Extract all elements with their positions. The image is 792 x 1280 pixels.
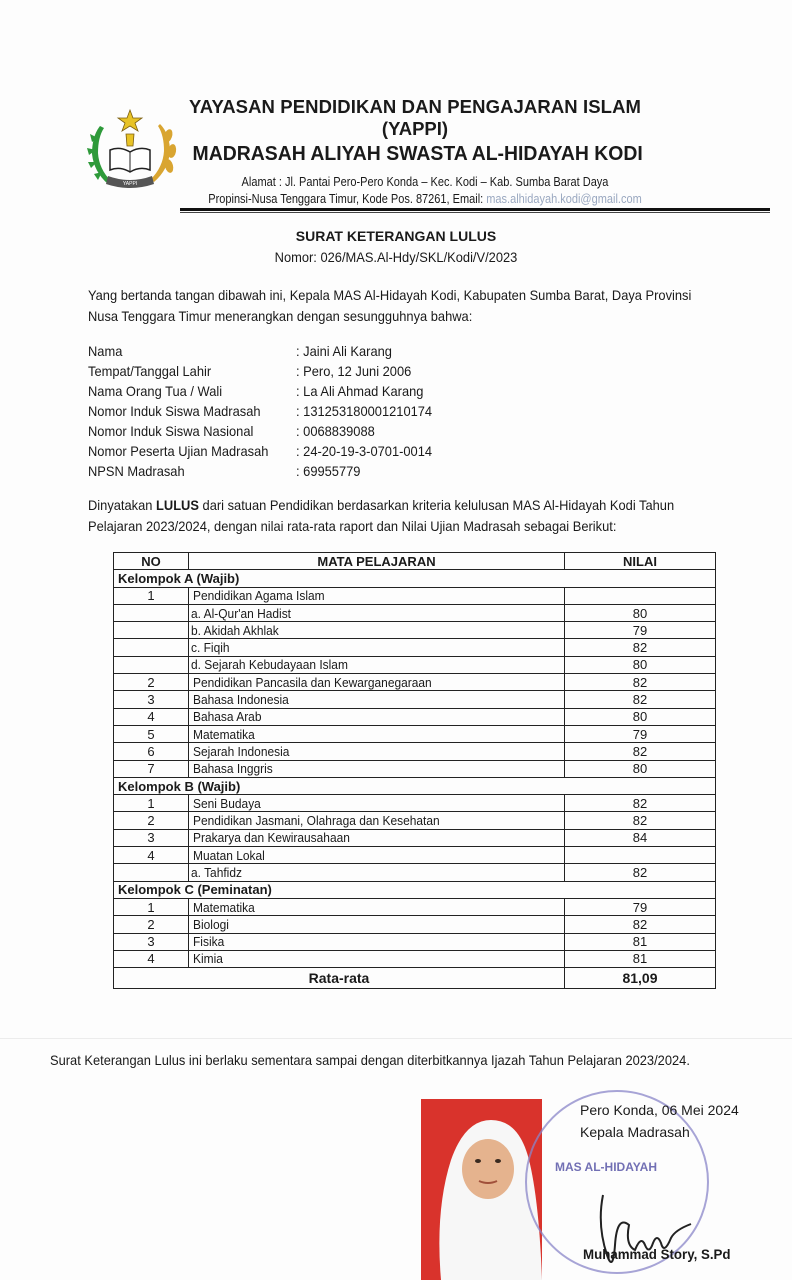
signer-name: Muhammad Story, S.Pd (583, 1246, 731, 1262)
row-subject (189, 829, 565, 846)
student-biodata (88, 341, 444, 481)
subject-text: Kimia (193, 951, 223, 967)
row-number: 3 (114, 829, 189, 846)
row-number: 1 (114, 795, 189, 812)
row-score: 82 (565, 812, 716, 829)
school-email: mas.alhidayah.kodi@gmail.com (486, 192, 642, 206)
row-number: 4 (114, 950, 189, 967)
intro-paragraph: Yang bertanda tangan dibawah ini, Kepala MAS Al-Hidayah Kodi, Kabupaten Sumba Barat, Daya Provinsi Nusa Tenggara Timur menerangkan dengan sesungguhnya bahwa: (88, 287, 692, 324)
row-score: 80 (565, 708, 716, 725)
subject-text: d. Sejarah Kebudayaan Islam (191, 657, 348, 673)
header-score: NILAI (565, 553, 716, 570)
table-row (114, 674, 716, 691)
row-subject (189, 656, 565, 673)
group-row (114, 881, 716, 898)
biodata-label: Tempat/Tanggal Lahir (88, 363, 212, 379)
table-row (114, 933, 716, 950)
average-value: 81,09 (565, 968, 716, 989)
row-subject (189, 916, 565, 933)
average-label: Rata-rata (114, 968, 565, 989)
row-subject (189, 725, 565, 742)
table-row (114, 847, 716, 864)
group-label: Kelompok A (Wajib) (114, 570, 716, 587)
biodata-row (88, 361, 444, 381)
biodata-label: NPSN Madrasah (88, 463, 185, 479)
table-row (114, 622, 716, 639)
subject-text: Muatan Lokal (193, 847, 265, 863)
row-number (114, 656, 189, 673)
biodata-value: : 131253180001210174 (296, 403, 433, 419)
row-number: 1 (114, 898, 189, 915)
row-subject (189, 864, 565, 881)
school-address-line2 (201, 192, 650, 206)
subject-text: Fisika (193, 934, 225, 950)
subject-text: a. Al-Qur'an Hadist (191, 605, 292, 621)
biodata-row (88, 341, 444, 361)
table-row (114, 760, 716, 777)
biodata-row (88, 401, 444, 421)
row-score: 79 (565, 898, 716, 915)
subject-text: Pendidikan Pancasila dan Kewarganegaraan (193, 674, 432, 690)
table-row (114, 604, 716, 621)
school-address: Alamat : Jl. Pantai Pero-Pero Konda – Kec. Kodi – Kab. Sumba Barat Daya (241, 175, 609, 189)
biodata-value: : 24-20-19-3-0701-0014 (296, 443, 433, 459)
biodata-row (88, 461, 444, 481)
subject-text: Pendidikan Agama Islam (193, 588, 325, 604)
row-score: 79 (565, 725, 716, 742)
table-row (114, 864, 716, 881)
row-score: 81 (565, 950, 716, 967)
row-subject (189, 812, 565, 829)
row-score: 82 (565, 795, 716, 812)
letterhead-divider-thin (180, 212, 770, 213)
student-photo-icon (421, 1099, 542, 1280)
biodata-value: : 0068839088 (296, 423, 375, 439)
document-title: SURAT KETERANGAN LULUS (295, 228, 497, 244)
row-number: 2 (114, 812, 189, 829)
biodata-value: : Pero, 12 Juni 2006 (296, 363, 412, 379)
subject-text: Bahasa Indonesia (193, 692, 289, 708)
row-number: 1 (114, 587, 189, 604)
table-row (114, 795, 716, 812)
declaration-suffix: dari satuan Pendidikan berdasarkan kriteria kelulusan MAS Al-Hidayah Kodi Tahun Pelajaran 2023/2024, dengan nilai rata-rata raport dan Nilai Ujian Madrasah sebagai Berikut: (88, 497, 675, 534)
table-row (114, 639, 716, 656)
row-number: 4 (114, 847, 189, 864)
group-label: Kelompok B (Wajib) (114, 777, 716, 794)
row-subject (189, 847, 565, 864)
average-row (114, 968, 716, 989)
row-subject (189, 898, 565, 915)
declaration-paragraph (88, 495, 723, 537)
row-score: 82 (565, 691, 716, 708)
table-row (114, 691, 716, 708)
biodata-label: Nama Orang Tua / Wali (88, 383, 223, 399)
group-row (114, 570, 716, 587)
row-number (114, 604, 189, 621)
foundation-name: YAYASAN PENDIDIKAN DAN PENGAJARAN ISLAM (188, 96, 642, 117)
subject-text: Seni Budaya (193, 795, 261, 811)
row-number (114, 639, 189, 656)
biodata-value: : La Ali Ahmad Karang (296, 383, 424, 399)
row-score: 80 (565, 656, 716, 673)
declaration-status: LULUS (156, 497, 199, 513)
row-score: 81 (565, 933, 716, 950)
row-subject (189, 933, 565, 950)
table-row (114, 916, 716, 933)
subject-text: Prakarya dan Kewirausahaan (193, 830, 350, 846)
row-number: 6 (114, 743, 189, 760)
row-subject (189, 743, 565, 760)
row-number (114, 864, 189, 881)
row-score: 84 (565, 829, 716, 846)
document-number: Nomor: 026/MAS.Al-Hdy/SKL/Kodi/V/2023 (274, 249, 518, 265)
letterhead-divider (180, 208, 770, 211)
row-score (565, 587, 716, 604)
scan-edge (0, 1038, 792, 1039)
table-row (114, 812, 716, 829)
row-number: 3 (114, 933, 189, 950)
signing-place-date: Pero Konda, 06 Mei 2024 (580, 1102, 739, 1118)
row-number: 7 (114, 760, 189, 777)
row-subject (189, 691, 565, 708)
subject-text: Matematika (193, 899, 255, 915)
row-subject (189, 795, 565, 812)
row-number: 3 (114, 691, 189, 708)
subject-text: b. Akidah Akhlak (191, 622, 279, 638)
stamp-text: MAS AL-HIDAYAH (555, 1160, 658, 1174)
biodata-label: Nama (88, 343, 123, 359)
biodata-label: Nomor Peserta Ujian Madrasah (88, 443, 269, 459)
address-prefix: Propinsi-Nusa Tenggara Timur, Kode Pos. 87261, Email: (208, 192, 487, 206)
row-number (114, 622, 189, 639)
grades-table (113, 552, 716, 989)
group-row (114, 777, 716, 794)
logo-label: YAPPI (122, 181, 138, 187)
row-score: 82 (565, 916, 716, 933)
signer-role: Kepala Madrasah (580, 1124, 690, 1140)
table-row (114, 656, 716, 673)
school-name: MADRASAH ALIYAH SWASTA AL-HIDAYAH KODI (192, 143, 643, 165)
table-row (114, 950, 716, 967)
row-score: 82 (565, 639, 716, 656)
row-subject (189, 950, 565, 967)
biodata-value: : 69955779 (296, 463, 361, 479)
row-subject (189, 587, 565, 604)
row-subject (189, 604, 565, 621)
row-score: 79 (565, 622, 716, 639)
biodata-label: Nomor Induk Siswa Nasional (88, 423, 254, 439)
header-subject: MATA PELAJARAN (189, 553, 565, 570)
row-subject (189, 674, 565, 691)
table-header-row (114, 553, 716, 570)
biodata-value: : Jaini Ali Karang (296, 343, 392, 359)
biodata-row (88, 421, 444, 441)
row-number: 4 (114, 708, 189, 725)
row-score: 82 (565, 674, 716, 691)
subject-text: Bahasa Arab (193, 709, 262, 725)
row-subject (189, 760, 565, 777)
group-label: Kelompok C (Peminatan) (114, 881, 716, 898)
table-row (114, 829, 716, 846)
row-score (565, 847, 716, 864)
header-no: NO (114, 553, 189, 570)
table-row (114, 708, 716, 725)
row-subject (189, 708, 565, 725)
row-score: 80 (565, 760, 716, 777)
row-score: 80 (565, 604, 716, 621)
declaration-prefix: Dinyatakan (88, 497, 157, 513)
subject-text: Sejarah Indonesia (193, 743, 290, 759)
row-subject (189, 622, 565, 639)
table-row (114, 587, 716, 604)
subject-text: Matematika (193, 726, 255, 742)
row-number: 5 (114, 725, 189, 742)
table-row (114, 743, 716, 760)
biodata-label: Nomor Induk Siswa Madrasah (88, 403, 261, 419)
yappi-logo-icon (82, 106, 182, 196)
subject-text: c. Fiqih (191, 640, 230, 656)
subject-text: Pendidikan Jasmani, Olahraga dan Kesehatan (193, 813, 440, 829)
row-number: 2 (114, 916, 189, 933)
subject-text: Bahasa Inggris (193, 761, 273, 777)
row-score: 82 (565, 864, 716, 881)
foundation-acronym: (YAPPI) (381, 118, 449, 139)
subject-text: Biologi (193, 916, 229, 932)
table-row (114, 898, 716, 915)
row-subject (189, 639, 565, 656)
row-number: 2 (114, 674, 189, 691)
biodata-row (88, 381, 444, 401)
biodata-row (88, 441, 444, 461)
subject-text: a. Tahfidz (191, 864, 242, 880)
validity-note: Surat Keterangan Lulus ini berlaku sementara sampai dengan diterbitkannya Ijazah Tahun Pelajaran 2023/2024. (50, 1052, 690, 1068)
table-row (114, 725, 716, 742)
row-score: 82 (565, 743, 716, 760)
